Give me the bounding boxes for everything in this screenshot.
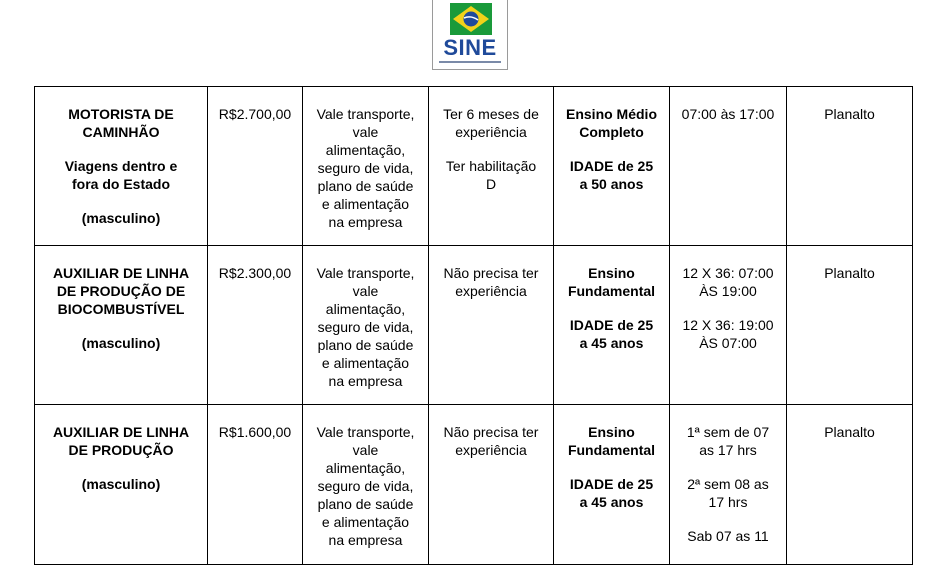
location-cell	[787, 87, 913, 246]
schedule-line: 1ª sem de 07	[686, 424, 770, 440]
age-line: a 50 anos	[579, 176, 644, 192]
benefit-line: seguro de vida,	[317, 160, 414, 176]
salary-value: R$1.600,00	[218, 424, 292, 440]
experience-line: experiência	[455, 442, 527, 458]
job-subtitle-line: Viagens dentro e	[64, 158, 178, 174]
age-line: IDADE de 25	[569, 158, 654, 174]
experience-cell	[429, 87, 554, 246]
salary-value: R$2.300,00	[218, 265, 292, 281]
logo-text: SINE	[443, 35, 497, 60]
benefit-line: alimentação,	[325, 142, 406, 158]
schedule-line: 17 hrs	[708, 494, 748, 510]
age-line: a 45 anos	[579, 335, 644, 351]
benefit-line: e alimentação	[321, 355, 410, 371]
job-gender: (masculino)	[81, 335, 161, 351]
benefit-line: seguro de vida,	[317, 319, 414, 335]
job-title-line: CAMINHÃO	[82, 124, 160, 140]
benefit-line: na empresa	[328, 532, 403, 548]
schedule-line: ÀS 19:00	[699, 283, 757, 299]
age-line: IDADE de 25	[569, 317, 654, 333]
schedule-line: 12 X 36: 07:00	[682, 265, 774, 281]
benefit-line: vale	[352, 442, 379, 458]
benefit-line: seguro de vida,	[317, 478, 414, 494]
benefit-line: Vale transporte,	[316, 424, 415, 440]
experience-line: Ter 6 meses de	[443, 106, 539, 122]
salary-cell	[208, 246, 303, 405]
experience-line: Ter habilitação	[445, 158, 537, 174]
benefit-line: Vale transporte,	[316, 106, 415, 122]
brazil-flag-icon	[433, 0, 509, 40]
benefit-line: Vale transporte,	[316, 265, 415, 281]
schedule-line: 2ª sem 08 as	[687, 476, 769, 492]
benefit-line: na empresa	[328, 373, 403, 389]
experience-line: experiência	[455, 283, 527, 299]
age-line: a 45 anos	[579, 494, 644, 510]
benefits-cell	[303, 246, 429, 405]
age-line: IDADE de 25	[569, 476, 654, 492]
education-line: Completo	[579, 124, 644, 140]
job-title-cell	[35, 246, 208, 405]
benefit-line: plano de saúde	[317, 178, 414, 194]
education-line: Fundamental	[567, 283, 656, 299]
schedule-line: 12 X 36: 19:00	[682, 317, 774, 333]
experience-line: Não precisa ter	[443, 424, 539, 440]
job-gender: (masculino)	[81, 476, 161, 492]
sine-logo	[432, 0, 508, 70]
benefit-line: alimentação,	[325, 301, 406, 317]
benefit-line: alimentação,	[325, 460, 406, 476]
location-cell	[787, 246, 913, 405]
benefit-line: vale	[352, 283, 379, 299]
schedule-cell	[670, 87, 787, 246]
job-listings-table	[34, 86, 913, 565]
job-title-line: BIOCOMBUSTÍVEL	[57, 301, 185, 317]
job-gender: (masculino)	[81, 210, 161, 226]
job-title-line: AUXILIAR DE LINHA	[52, 424, 190, 440]
education-cell	[554, 87, 670, 246]
schedule-line: 07:00 às 17:00	[681, 106, 775, 122]
schedule-line: as 17 hrs	[699, 442, 757, 458]
benefit-line: na empresa	[328, 214, 403, 230]
education-line: Ensino	[588, 265, 635, 281]
education-line: Ensino	[588, 424, 635, 440]
experience-cell	[429, 246, 554, 405]
job-title-line: AUXILIAR DE LINHA	[52, 265, 190, 281]
location-value: Planalto	[824, 424, 875, 440]
logo-subtitle-line	[439, 61, 501, 63]
table-row	[35, 87, 913, 246]
job-title-cell	[35, 87, 208, 246]
benefit-line: plano de saúde	[317, 496, 414, 512]
education-line: Fundamental	[567, 442, 656, 458]
schedule-line: ÀS 07:00	[699, 335, 757, 351]
schedule-cell	[670, 246, 787, 405]
benefit-line: plano de saúde	[317, 337, 414, 353]
experience-line: D	[485, 176, 497, 192]
schedule-line: Sab 07 as 11	[687, 528, 769, 544]
table-row	[35, 246, 913, 405]
benefits-cell	[303, 87, 429, 246]
experience-line: experiência	[455, 124, 527, 140]
location-value: Planalto	[824, 265, 875, 281]
salary-value: R$2.700,00	[218, 106, 292, 122]
experience-line: Não precisa ter	[443, 265, 539, 281]
benefit-line: e alimentação	[321, 514, 410, 530]
education-cell	[554, 246, 670, 405]
benefit-line: e alimentação	[321, 196, 410, 212]
salary-cell	[208, 87, 303, 246]
location-value: Planalto	[824, 106, 875, 122]
job-title-line: DE PRODUÇÃO	[68, 442, 174, 458]
benefit-line: vale	[352, 124, 379, 140]
job-title-line: DE PRODUÇÃO DE	[56, 283, 186, 299]
job-title-line: MOTORISTA DE	[68, 106, 174, 122]
education-line: Ensino Médio	[566, 106, 657, 122]
job-subtitle-line: fora do Estado	[71, 176, 170, 192]
